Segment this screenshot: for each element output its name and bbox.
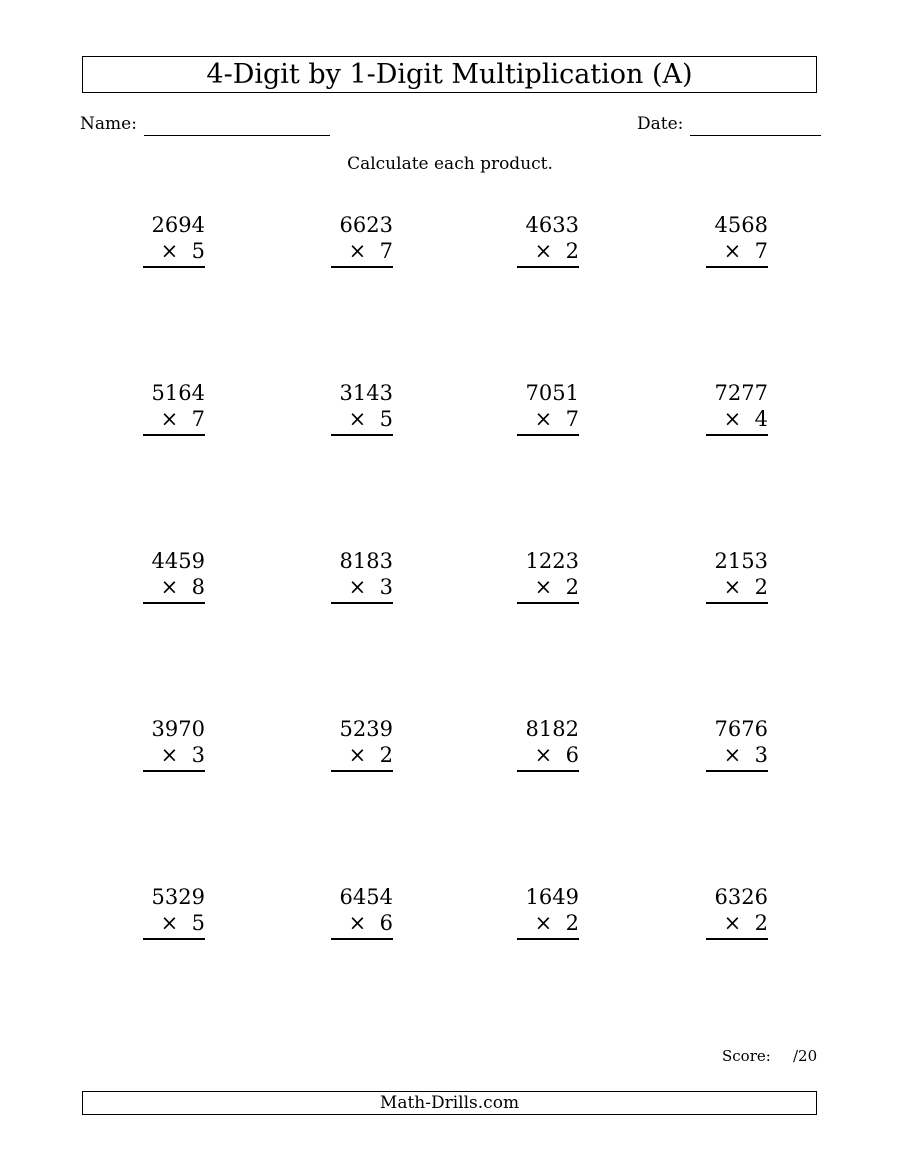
score-total: /20 — [793, 1047, 818, 1065]
times-operator: × — [160, 407, 179, 431]
multiplier-row — [724, 406, 768, 432]
name-label: Name: — [80, 114, 137, 134]
multiplicand: 4568 — [714, 213, 768, 237]
multiplicand: 8183 — [339, 549, 393, 573]
multiplier: 8 — [191, 575, 205, 599]
times-operator: × — [534, 575, 553, 599]
date-label: Date: — [637, 114, 684, 134]
multiplier: 5 — [379, 407, 393, 431]
answer-line — [517, 938, 579, 940]
instructions: Calculate each product. — [347, 154, 553, 174]
multiplier-row — [349, 238, 393, 264]
multiplier-row — [349, 406, 393, 432]
multiplier-row — [535, 742, 579, 768]
answer-line — [143, 266, 205, 268]
multiplier-row — [161, 574, 205, 600]
answer-line — [706, 266, 768, 268]
answer-line — [143, 434, 205, 436]
answer-line — [331, 434, 393, 436]
multiplier-row — [535, 574, 579, 600]
multiplier: 2 — [565, 575, 579, 599]
multiplicand: 5239 — [339, 717, 393, 741]
multiplier: 2 — [754, 575, 768, 599]
footer-site-name: Math-Drills.com — [82, 1091, 817, 1115]
times-operator: × — [160, 911, 179, 935]
times-operator: × — [534, 407, 553, 431]
multiplicand: 2153 — [714, 549, 768, 573]
answer-line — [517, 434, 579, 436]
answer-line — [706, 602, 768, 604]
multiplier: 2 — [565, 911, 579, 935]
multiplier: 6 — [379, 911, 393, 935]
multiplier-row — [349, 742, 393, 768]
answer-line — [331, 770, 393, 772]
times-operator: × — [723, 911, 742, 935]
multiplicand: 5329 — [151, 885, 205, 909]
answer-line — [143, 602, 205, 604]
multiplier-row — [724, 742, 768, 768]
times-operator: × — [348, 743, 367, 767]
multiplier-row — [535, 406, 579, 432]
times-operator: × — [534, 239, 553, 263]
answer-line — [143, 770, 205, 772]
times-operator: × — [348, 911, 367, 935]
multiplier: 3 — [191, 743, 205, 767]
multiplicand: 3143 — [339, 381, 393, 405]
times-operator: × — [348, 575, 367, 599]
times-operator: × — [348, 239, 367, 263]
multiplier: 5 — [191, 239, 205, 263]
multiplier-row — [349, 574, 393, 600]
multiplier-row — [535, 238, 579, 264]
multiplier-row — [535, 910, 579, 936]
times-operator: × — [534, 911, 553, 935]
multiplicand: 7676 — [714, 717, 768, 741]
multiplier-row — [724, 574, 768, 600]
multiplier: 2 — [565, 239, 579, 263]
multiplicand: 3970 — [151, 717, 205, 741]
multiplier: 5 — [191, 911, 205, 935]
times-operator: × — [723, 743, 742, 767]
times-operator: × — [160, 743, 179, 767]
times-operator: × — [160, 239, 179, 263]
name-line[interactable] — [144, 135, 330, 136]
answer-line — [706, 938, 768, 940]
answer-line — [706, 434, 768, 436]
multiplier: 2 — [379, 743, 393, 767]
multiplier-row — [161, 238, 205, 264]
multiplier-row — [161, 406, 205, 432]
multiplicand: 7277 — [714, 381, 768, 405]
answer-line — [331, 266, 393, 268]
multiplier: 7 — [565, 407, 579, 431]
multiplicand: 8182 — [525, 717, 579, 741]
times-operator: × — [723, 575, 742, 599]
multiplier-row — [724, 910, 768, 936]
multiplier-row — [161, 742, 205, 768]
multiplier: 7 — [191, 407, 205, 431]
multiplicand: 4459 — [151, 549, 205, 573]
answer-line — [331, 602, 393, 604]
multiplier: 7 — [754, 239, 768, 263]
times-operator: × — [534, 743, 553, 767]
answer-line — [517, 770, 579, 772]
multiplier-row — [724, 238, 768, 264]
date-line[interactable] — [690, 135, 821, 136]
multiplier-row — [349, 910, 393, 936]
multiplier: 3 — [379, 575, 393, 599]
answer-line — [517, 266, 579, 268]
score-label: Score: — [722, 1047, 771, 1065]
multiplicand: 6623 — [339, 213, 393, 237]
answer-line — [331, 938, 393, 940]
times-operator: × — [348, 407, 367, 431]
times-operator: × — [723, 407, 742, 431]
multiplicand: 5164 — [151, 381, 205, 405]
multiplicand: 6454 — [339, 885, 393, 909]
multiplier: 3 — [754, 743, 768, 767]
answer-line — [706, 770, 768, 772]
times-operator: × — [723, 239, 742, 263]
times-operator: × — [160, 575, 179, 599]
worksheet-title: 4-Digit by 1-Digit Multiplication (A) — [82, 56, 817, 93]
multiplicand: 4633 — [525, 213, 579, 237]
multiplier: 7 — [379, 239, 393, 263]
multiplier: 6 — [565, 743, 579, 767]
multiplicand: 6326 — [714, 885, 768, 909]
multiplicand: 7051 — [525, 381, 579, 405]
multiplier: 4 — [754, 407, 768, 431]
multiplier: 2 — [754, 911, 768, 935]
multiplicand: 2694 — [151, 213, 205, 237]
multiplicand: 1223 — [525, 549, 579, 573]
multiplicand: 1649 — [525, 885, 579, 909]
answer-line — [517, 602, 579, 604]
multiplier-row — [161, 910, 205, 936]
answer-line — [143, 938, 205, 940]
